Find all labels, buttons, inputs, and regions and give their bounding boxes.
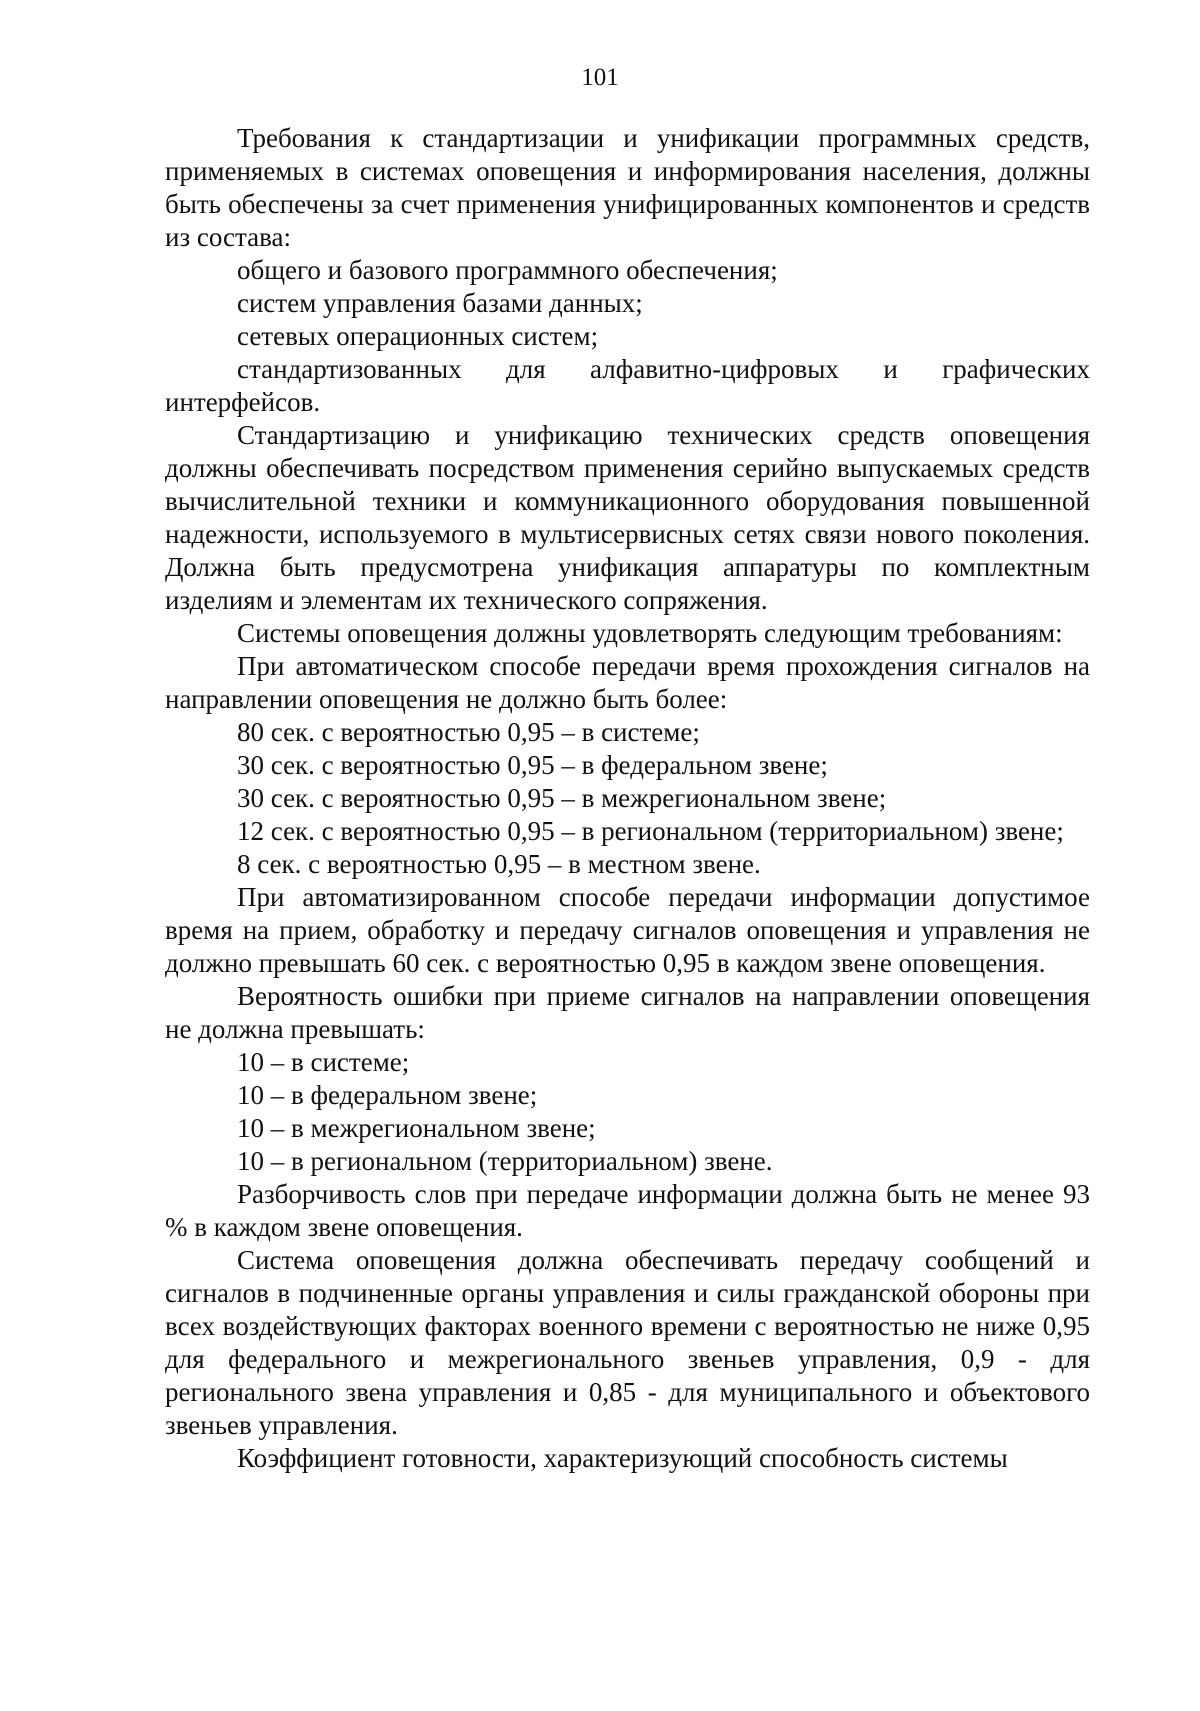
list-item-time-system: 80 сек. с вероятностью 0,95 – в системе; [237,717,700,747]
list-item-error-regional: 10 – в региональном (территориальном) звене. [237,1146,773,1176]
list-item-error-system: 10 – в системе; [237,1047,410,1077]
paragraph-system-requirements: Системы оповещения должны удовлетворять следующим требованиям: [237,618,1063,648]
list-item-time-interregional: 30 сек. с вероятностью 0,95 – в межрегиональном звене; [237,783,887,813]
list-item-general-software: общего и базового программного обеспечения; [237,255,778,285]
paragraph-intelligibility: Разборчивость слов при передаче информации должна быть не менее 93 % в каждом звене оповещения. [165,1179,1090,1242]
list-item-interfaces: стандартизованных для алфавитно-цифровых и графических интерфейсов. [165,354,1090,417]
paragraph-automatic-transfer: При автоматическом способе передачи время прохождения сигналов на направлении оповещения не должно быть более: [165,651,1090,714]
list-item-network-os: сетевых операционных систем; [237,321,599,351]
list-item-time-federal: 30 сек. с вероятностью 0,95 – в федеральном звене; [237,750,828,780]
document-body [165,122,1090,1475]
paragraph-message-delivery: Система оповещения должна обеспечивать передачу сообщений и сигналов в подчиненные органы управления и силы гражданской обороны при всех воздействующих факторах военного времени с вероятностью не ниже 0,95 для федерального и межрегионального звеньев управления, 0,9 - для регионального звена управления и 0,85 - для муниципального и объектового звеньев управления. [165,1245,1090,1440]
paragraph-hardware-standardization: Стандартизацию и унификацию технических средств оповещения должны обеспечивать посредством применения серийно выпускаемых средств вычислительной техники и коммуникационного оборудования повышенной надежности, используемого в мультисервисных сетях связи нового поколения. Должна быть предусмотрена унификация аппаратуры по комплектным изделиям и элементам их технического сопряжения. [165,420,1090,615]
list-item-error-interregional: 10 – в межрегиональном звене; [237,1113,596,1143]
paragraph-error-probability: Вероятность ошибки при приеме сигналов на направлении оповещения не должна превышать: [165,981,1090,1044]
page-number: 101 [581,64,619,91]
list-item-dbms: систем управления базами данных; [237,288,643,318]
list-item-time-local: 8 сек. с вероятностью 0,95 – в местном звене. [237,849,761,879]
paragraph-requirements-software: Требования к стандартизации и унификации программных средств, применяемых в системах оповещения и информирования населения, должны быть обеспечены за счет применения унифицированных компонентов и средств из состава: [165,123,1090,252]
paragraph-automated-transfer: При автоматизированном способе передачи информации допустимое время на прием, обработку и передачу сигналов оповещения и управления не должно превышать 60 сек. с вероятностью 0,95 в каждом звене оповещения. [165,882,1090,978]
paragraph-readiness-coefficient: Коэффициент готовности, характеризующий способность системы [237,1443,1008,1473]
list-item-error-federal: 10 – в федеральном звене; [237,1080,538,1110]
list-item-time-regional: 12 сек. с вероятностью 0,95 – в региональном (территориальном) звене; [237,816,1064,846]
